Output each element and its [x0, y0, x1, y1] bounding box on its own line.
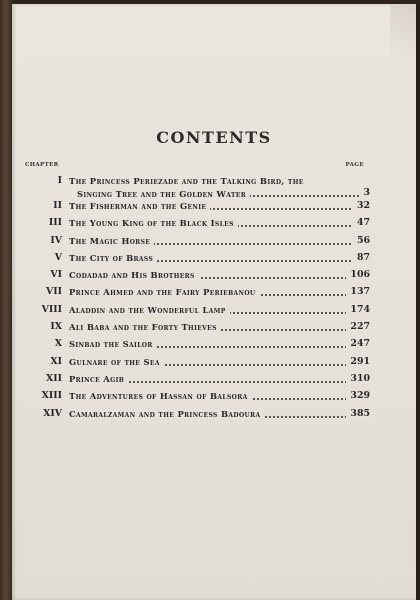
toc-entry — [12, 199, 416, 216]
chapter-page: 87 — [353, 252, 370, 263]
toc-entry — [12, 268, 416, 285]
chapter-title-text: Prince Agib — [69, 374, 128, 384]
chapter-title-text: The Young King of the Black Isles — [69, 218, 238, 228]
chapter-title-text: The Adventures of Hassan of Balsora — [69, 391, 252, 401]
chapter-title — [69, 374, 359, 384]
chapter-title — [69, 218, 359, 228]
chapter-title — [69, 409, 359, 419]
chapter-page: 47 — [353, 217, 370, 228]
toc-entry — [12, 389, 416, 406]
chapter-page: 174 — [346, 304, 370, 315]
chapter-page: 137 — [346, 286, 370, 297]
chapter-title — [69, 287, 359, 297]
chapter-page: 385 — [346, 408, 370, 419]
chapter-numeral: V — [54, 251, 62, 263]
chapter-page: 56 — [353, 235, 370, 246]
chapter-numeral: III — [48, 217, 62, 229]
chapter-numeral: IV — [50, 234, 62, 246]
toc-entry — [12, 251, 416, 268]
toc-entry — [12, 337, 416, 354]
chapter-column-header: CHAPTER — [25, 162, 59, 168]
toc-entry — [12, 174, 416, 199]
chapter-numeral: XII — [45, 372, 62, 384]
chapter-title-line1: The Princess Periezade and the Talking Bird, the — [69, 176, 304, 186]
chapter-numeral: XI — [50, 355, 62, 367]
contents-heading: CONTENTS — [156, 128, 272, 147]
chapter-title — [69, 201, 359, 211]
chapter-numeral: IX — [50, 321, 62, 333]
chapter-title-text: Gulnare of the Sea — [69, 357, 164, 367]
chapter-page: 3 — [359, 187, 370, 198]
chapter-title — [69, 339, 359, 349]
chapter-title-text: Aladdin and the Wonderful Lamp — [69, 305, 230, 315]
chapter-page: 227 — [346, 321, 370, 332]
chapter-title-line2: Singing Tree and the Golden Water — [69, 189, 359, 199]
toc-entry — [12, 216, 416, 233]
table-of-contents — [12, 174, 416, 424]
chapter-title-text: Prince Ahmed and the Fairy Periebanou — [69, 287, 260, 297]
chapter-page: 106 — [346, 269, 370, 280]
chapter-page: 32 — [353, 200, 370, 211]
chapter-title-text: Camaralzaman and the Princess Badoura — [69, 409, 264, 419]
chapter-title — [69, 270, 359, 280]
chapter-title — [69, 236, 359, 246]
chapter-page: 329 — [346, 390, 370, 401]
toc-entry — [12, 303, 416, 320]
chapter-numeral: I — [57, 175, 62, 186]
toc-entry — [12, 234, 416, 251]
toc-entry — [12, 320, 416, 337]
chapter-title — [69, 322, 359, 332]
chapter-title — [69, 305, 359, 315]
chapter-title — [69, 176, 359, 199]
toc-entry — [12, 285, 416, 302]
chapter-numeral: VI — [50, 269, 62, 281]
chapter-title-text: The City of Brass — [69, 253, 157, 263]
chapter-numeral: II — [53, 200, 62, 211]
toc-entry — [12, 355, 416, 372]
toc-entry — [12, 372, 416, 389]
chapter-title-text: Sinbad the Sailor — [69, 339, 157, 349]
chapter-numeral: XIII — [41, 390, 62, 402]
chapter-title — [69, 391, 359, 401]
chapter-title — [69, 357, 359, 367]
chapter-numeral: XIV — [43, 407, 62, 419]
toc-entry — [12, 407, 416, 424]
chapter-title — [69, 253, 359, 263]
chapter-numeral: VIII — [41, 303, 62, 315]
page-column-header: PAGE — [345, 162, 364, 168]
chapter-numeral: VII — [45, 286, 62, 298]
chapter-page: 247 — [346, 338, 370, 349]
chapter-title-text: The Fisherman and the Genie — [69, 201, 210, 211]
chapter-title-text: The Magic Horse — [69, 236, 154, 246]
chapter-title-text: Ali Baba and the Forty Thieves — [69, 322, 221, 332]
chapter-title-text: Codadad and His Brothers — [69, 270, 199, 280]
book-page — [12, 4, 416, 600]
chapter-page: 310 — [346, 373, 370, 384]
page-corner-fold — [390, 4, 416, 74]
chapter-page: 291 — [346, 356, 370, 367]
chapter-numeral: X — [54, 338, 62, 350]
